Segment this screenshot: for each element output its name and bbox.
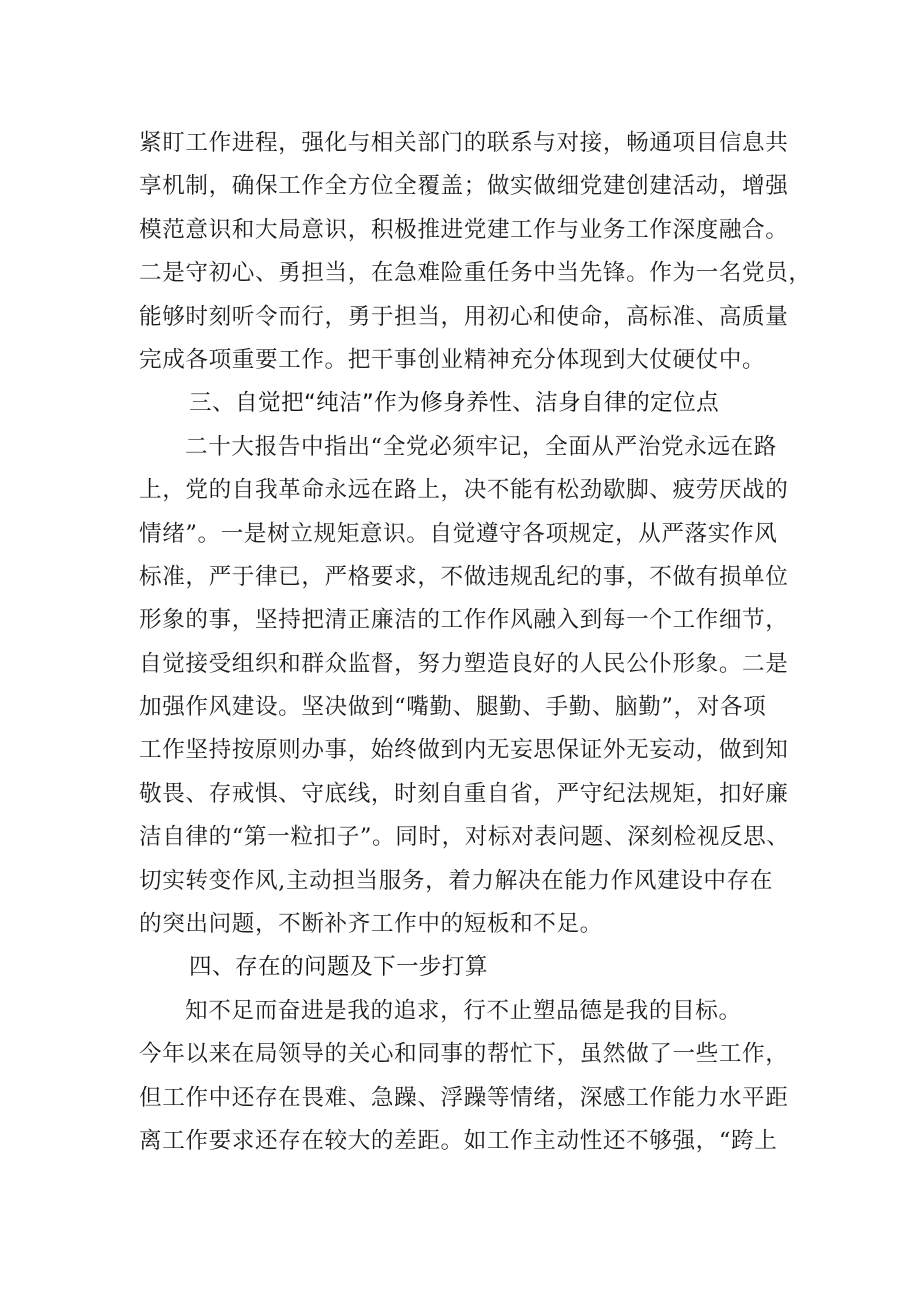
paragraph-line: 标准，严于律已，严格要求，不做违规乱纪的事，不做有损单位	[139, 563, 789, 590]
document-body	[139, 122, 812, 1163]
paragraph-line: 离工作要求还存在较大的差距。如工作主动性还不够强，“跨上	[139, 1127, 778, 1154]
paragraph-line: 形象的事，坚持把清正廉洁的工作作风融入到每一个工作细节，	[139, 607, 789, 634]
paragraph-line: 的突出问题，不断补齐工作中的短板和不足。	[139, 911, 603, 938]
section-heading-4: 四、存在的问题及下一步打算	[189, 954, 488, 981]
paragraph-line: 紧盯工作进程，强化与相关部门的联系与对接，畅通项目信息共	[139, 130, 789, 156]
paragraph-line: 完成各项重要工作。把干事创业精神充分体现到大仗硬仗中。	[139, 346, 766, 373]
paragraph-line: 但工作中还存在畏难、急躁、浮躁等情绪，深感工作能力水平距	[139, 1084, 789, 1111]
paragraph-line: 二是守初心、勇担当，在急难险重任务中当先锋。作为一名党员，	[139, 260, 812, 287]
paragraph-line: 敬畏、存戒惧、守底线，时刻自重自省，严守纪法规矩，扣好廉	[139, 780, 789, 807]
paragraph-line: 切实转变作风,主动担当服务，着力解决在能力作风建设中存在	[139, 867, 774, 894]
paragraph-line: 模范意识和大局意识，积极推进党建工作与业务工作深度融合。	[139, 216, 789, 243]
paragraph-line: 二十大报告中指出“全党必须牢记，全面从严治党永远在路	[185, 433, 777, 460]
paragraph-line: 洁自律的“第一粒扣子”。同时，对标对表问题、深刻检视反思、	[139, 824, 790, 851]
paragraph-line: 自觉接受组织和群众监督，努力塑造良好的人民公仆形象。二是	[139, 650, 789, 677]
paragraph-line: 享机制，确保工作全方位全覆盖；做实做细党建创建活动，增强	[139, 173, 789, 200]
paragraph-line: 今年以来在局领导的关心和同事的帮忙下，虽然做了一些工作，	[139, 1041, 789, 1068]
paragraph-line: 知不足而奋进是我的追求，行不止塑品德是我的目标。	[185, 997, 742, 1024]
paragraph-line: 能够时刻听令而行，勇于担当，用初心和使命，高标准、高质量	[139, 303, 789, 330]
paragraph-line: 上，党的自我革命永远在路上，决不能有松劲歇脚、疲劳厌战的	[139, 477, 789, 504]
paragraph-line: 情绪”。一是树立规矩意识。自觉遵守各项规定，从严落实作风	[139, 520, 778, 547]
paragraph-line: 工作坚持按原则办事，始终做到内无妄思保证外无妄动，做到知	[139, 737, 789, 764]
section-heading-3: 三、自觉把“纯洁”作为修身养性、洁身自律的定位点	[189, 390, 720, 417]
paragraph-line: 加强作风建设。坚决做到“嘴勤、腿勤、手勤、脑勤”，对各项	[139, 694, 767, 721]
